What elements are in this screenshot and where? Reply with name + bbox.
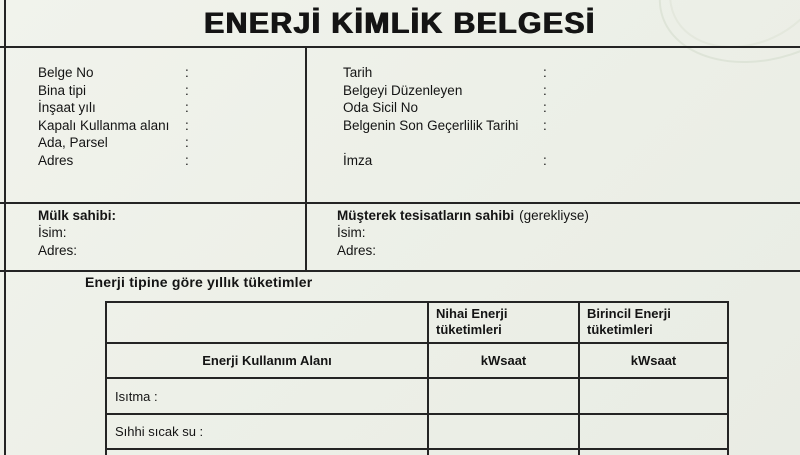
field-tarih: [343, 64, 547, 82]
field-label: Belgeyi Düzenleyen: [343, 82, 463, 98]
hot-water-label-cell: Sıhhi sıcak su :: [106, 414, 428, 449]
partial-row-cell: [106, 449, 428, 455]
table-row-partial: [106, 449, 728, 455]
hot-water-primary-value-cell: [579, 414, 728, 449]
left-frame-border: [4, 0, 6, 455]
field-colon: :: [185, 100, 189, 116]
property-owner-block: [38, 207, 116, 259]
field-colon: :: [185, 117, 189, 133]
property-owner-address-label: Adres:: [38, 242, 78, 258]
row-spacer: [343, 134, 547, 152]
heating-primary-value-cell: [579, 378, 728, 414]
field-label: Belgenin Son Geçerlilik Tarihi: [343, 117, 519, 133]
partial-row-cell: [428, 449, 579, 455]
title-section-divider: [0, 46, 800, 48]
info-right-column: [343, 64, 547, 170]
shared-installations-address-label: Adres:: [337, 242, 377, 258]
field-label: Tarih: [343, 65, 373, 80]
primary-energy-header-cell: Birincil Enerji tüketimleri: [579, 302, 728, 343]
property-owner-name-label: İsim:: [38, 225, 67, 241]
field-colon: :: [543, 82, 547, 98]
field-colon: :: [543, 117, 547, 133]
owner-section-top-divider: [0, 202, 800, 204]
field-colon: :: [185, 135, 189, 151]
shared-installations-title: [337, 207, 589, 224]
field-label: Belge No: [38, 65, 94, 80]
field-label: Oda Sicil No: [343, 100, 419, 116]
document-title: ENERJİ KİMLİK BELGESİ: [204, 7, 596, 40]
field-kapali-kullanma-alani: [38, 117, 189, 135]
field-colon: :: [185, 152, 189, 168]
field-label: Ada, Parsel: [38, 135, 108, 151]
primary-energy-unit-cell: kWsaat: [579, 343, 728, 378]
heating-final-value-cell: [428, 378, 579, 414]
field-colon: :: [185, 65, 189, 80]
field-label: İnşaat yılı: [38, 100, 96, 116]
table-row-hot-water: [106, 414, 728, 449]
usage-area-header-cell: Enerji Kullanım Alanı: [106, 343, 428, 378]
partial-row-cell: [579, 449, 728, 455]
field-colon: :: [543, 65, 547, 80]
field-son-gecerlilik-tarihi: [343, 117, 547, 135]
field-belge-no: [38, 64, 189, 82]
table-header-row: [106, 302, 728, 343]
shared-installations-name-label: İsim:: [337, 225, 366, 241]
heating-label-cell: Isıtma :: [106, 378, 428, 414]
field-colon: :: [543, 152, 547, 168]
shared-installations-title-text: Müşterek tesisatların sahibi: [337, 208, 515, 223]
table-unit-row: [106, 343, 728, 378]
field-colon: :: [185, 82, 189, 98]
field-label: Kapalı Kullanma alanı: [38, 117, 170, 133]
table-row-heating: [106, 378, 728, 414]
field-label: Bina tipi: [38, 82, 87, 98]
property-owner-title: Mülk sahibi:: [38, 208, 117, 223]
field-ada-parsel: [38, 134, 189, 152]
field-insaat-yili: [38, 99, 189, 117]
final-energy-header-cell: Nihai Enerji tüketimleri: [428, 302, 579, 343]
field-colon: :: [543, 100, 547, 116]
field-oda-sicil-no: [343, 99, 547, 117]
column-divider: [305, 46, 307, 272]
field-label: İmza: [343, 152, 373, 168]
consumption-section-heading: Enerji tipine göre yıllık tüketimler: [85, 274, 313, 290]
field-imza: [343, 152, 547, 170]
field-adres: [38, 152, 189, 170]
info-left-column: [38, 64, 189, 170]
field-bina-tipi: [38, 82, 189, 100]
final-energy-unit-cell: kWsaat: [428, 343, 579, 378]
field-belgeyi-duzenleyen: [343, 82, 547, 100]
shared-installations-owner-block: [337, 207, 589, 259]
hot-water-final-value-cell: [428, 414, 579, 449]
field-label: Adres: [38, 152, 74, 168]
shared-installations-title-note: (gerekliyse): [519, 208, 589, 223]
owner-section-bottom-divider: [0, 270, 800, 272]
empty-header-cell: [106, 302, 428, 343]
consumption-table: [105, 301, 729, 455]
